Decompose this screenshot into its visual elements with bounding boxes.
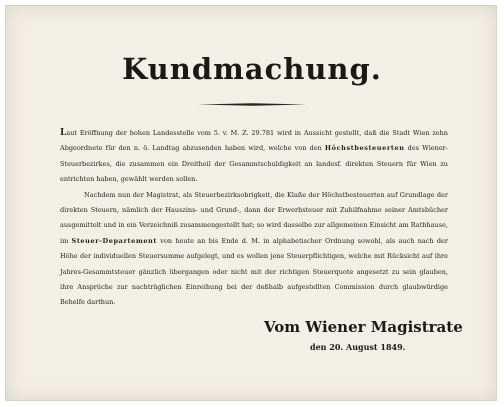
signature-line: Vom Wiener Magistrate [264,318,463,336]
document-title: Kundmachung. [122,52,382,86]
paragraph-text: von heute an bis Ende d. M. in alphabetischer Ordnung sowohl, als auch nach der Höhe der individuellen Steuersumme aufgelegt, und es wollen jene Steuerpflichtigen, welche mit Rücksicht auf ihre Jahres-Gesammtsteuer gänzlich übergangen oder nicht mit der richtigen Steuerquote angesetzt zu sein glauben, ihre Ansprüche zur nachträglichen Einreihung bei der deßhalb aufgestellten Commission durch glaubwürdige Behelfe darthun. [60,236,448,307]
emphasis-text: Höchstbesteuerten [324,144,405,153]
paragraph-text: des Wiener-Steuerbezirkes, die zusammen ein Dreitheil der Gesammtschuldigkeit an landesf. direkten Steuern für Wien zu entrichten haben, gewählt werden sollen. [60,144,448,184]
paragraph-text: Nachdem nun der Magistrat, als Steuerbezirksobrigkeit, die Klaße der Höchstbesteuerten auf Grundlage der direkten Steuern, nämlich der Hauszins- und Grund-, dann der Erwerbsteuer mit Zuhilfnahme seiner Amtsbücher ausgemittelt und in ein Verzeichniß zusammengestellt hat; so wird dasselbe zur allgemeinen Einsicht am Rathhause, im [60,190,448,245]
paragraph-2 [60,188,448,311]
paragraph-text: aut Eröffnung der hohen Landesstelle vom 5. v. M. Z. 29.781 wird in Aussicht gestellt, daß die Stadt Wien zehn Abgeordnete für den n. ö. Landtag abzusenden haben wird, welche von den [60,129,448,153]
paragraph-initial: L [60,128,67,138]
divider-line [198,103,306,106]
emphasis-text: Steuer-Departement [71,236,157,245]
date-line: den 20. August 1849. [310,342,406,352]
document-body [60,126,448,311]
title-divider [198,103,306,106]
paragraph-1 [60,126,448,188]
